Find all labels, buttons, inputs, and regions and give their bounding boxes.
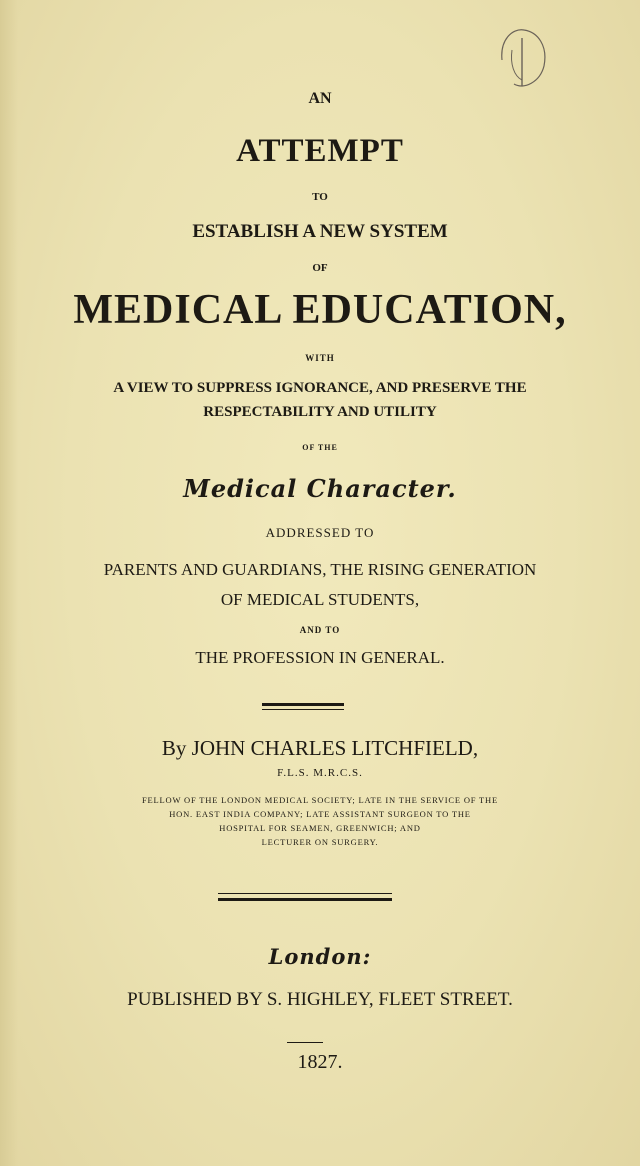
title-fellow-line1: FELLOW OF THE LONDON MEDICAL SOCIETY; LATE IN THE SERVICE OF THE bbox=[142, 795, 498, 805]
title-establish: ESTABLISH A NEW SYSTEM bbox=[192, 221, 448, 242]
title-view-line2: RESPECTABILITY AND UTILITY bbox=[203, 404, 437, 420]
title-view-line1: A VIEW TO SUPPRESS IGNORANCE, AND PRESERVE THE bbox=[113, 380, 527, 396]
title-medical-education: MEDICAL EDUCATION, bbox=[73, 287, 567, 333]
title-and-to: AND TO bbox=[299, 625, 341, 635]
divider-rule-lower-thick bbox=[218, 898, 392, 901]
title-parents-line: PARENTS AND GUARDIANS, THE RISING GENERATION bbox=[103, 560, 537, 579]
title-fellow-line3: HOSPITAL FOR SEAMEN, GREENWICH; AND bbox=[219, 823, 421, 833]
divider-rule-upper bbox=[262, 703, 344, 706]
divider-rule-year bbox=[287, 1042, 323, 1043]
title-an: AN bbox=[308, 90, 332, 107]
title-fellow-line2: HON. EAST INDIA COMPANY; LATE ASSISTANT SURGEON TO THE bbox=[169, 809, 471, 819]
title-credentials: F.L.S. M.R.C.S. bbox=[277, 767, 363, 779]
title-profession-line: THE PROFESSION IN GENERAL. bbox=[195, 648, 445, 667]
title-attempt: ATTEMPT bbox=[236, 133, 404, 169]
title-addressed-to: ADDRESSED TO bbox=[265, 525, 375, 540]
title-to: TO bbox=[312, 191, 328, 203]
title-of-the: OF THE bbox=[302, 443, 338, 452]
title-london: London: bbox=[268, 944, 372, 969]
divider-rule-lower bbox=[218, 893, 392, 894]
title-fellow-line4: LECTURER ON SURGERY. bbox=[261, 837, 379, 847]
title-publisher: PUBLISHED BY S. HIGHLEY, FLEET STREET. bbox=[127, 989, 513, 1010]
title-author-line: By JOHN CHARLES LITCHFIELD, bbox=[161, 736, 479, 760]
library-stamp-mark bbox=[494, 20, 554, 100]
title-medical-character: Medical Character. bbox=[183, 474, 457, 503]
divider-rule-upper-thin bbox=[262, 709, 344, 710]
title-students-line: OF MEDICAL STUDENTS, bbox=[220, 590, 420, 609]
title-year: 1827. bbox=[297, 1051, 343, 1073]
title-of: OF bbox=[312, 262, 328, 274]
title-with: WITH bbox=[305, 353, 335, 363]
